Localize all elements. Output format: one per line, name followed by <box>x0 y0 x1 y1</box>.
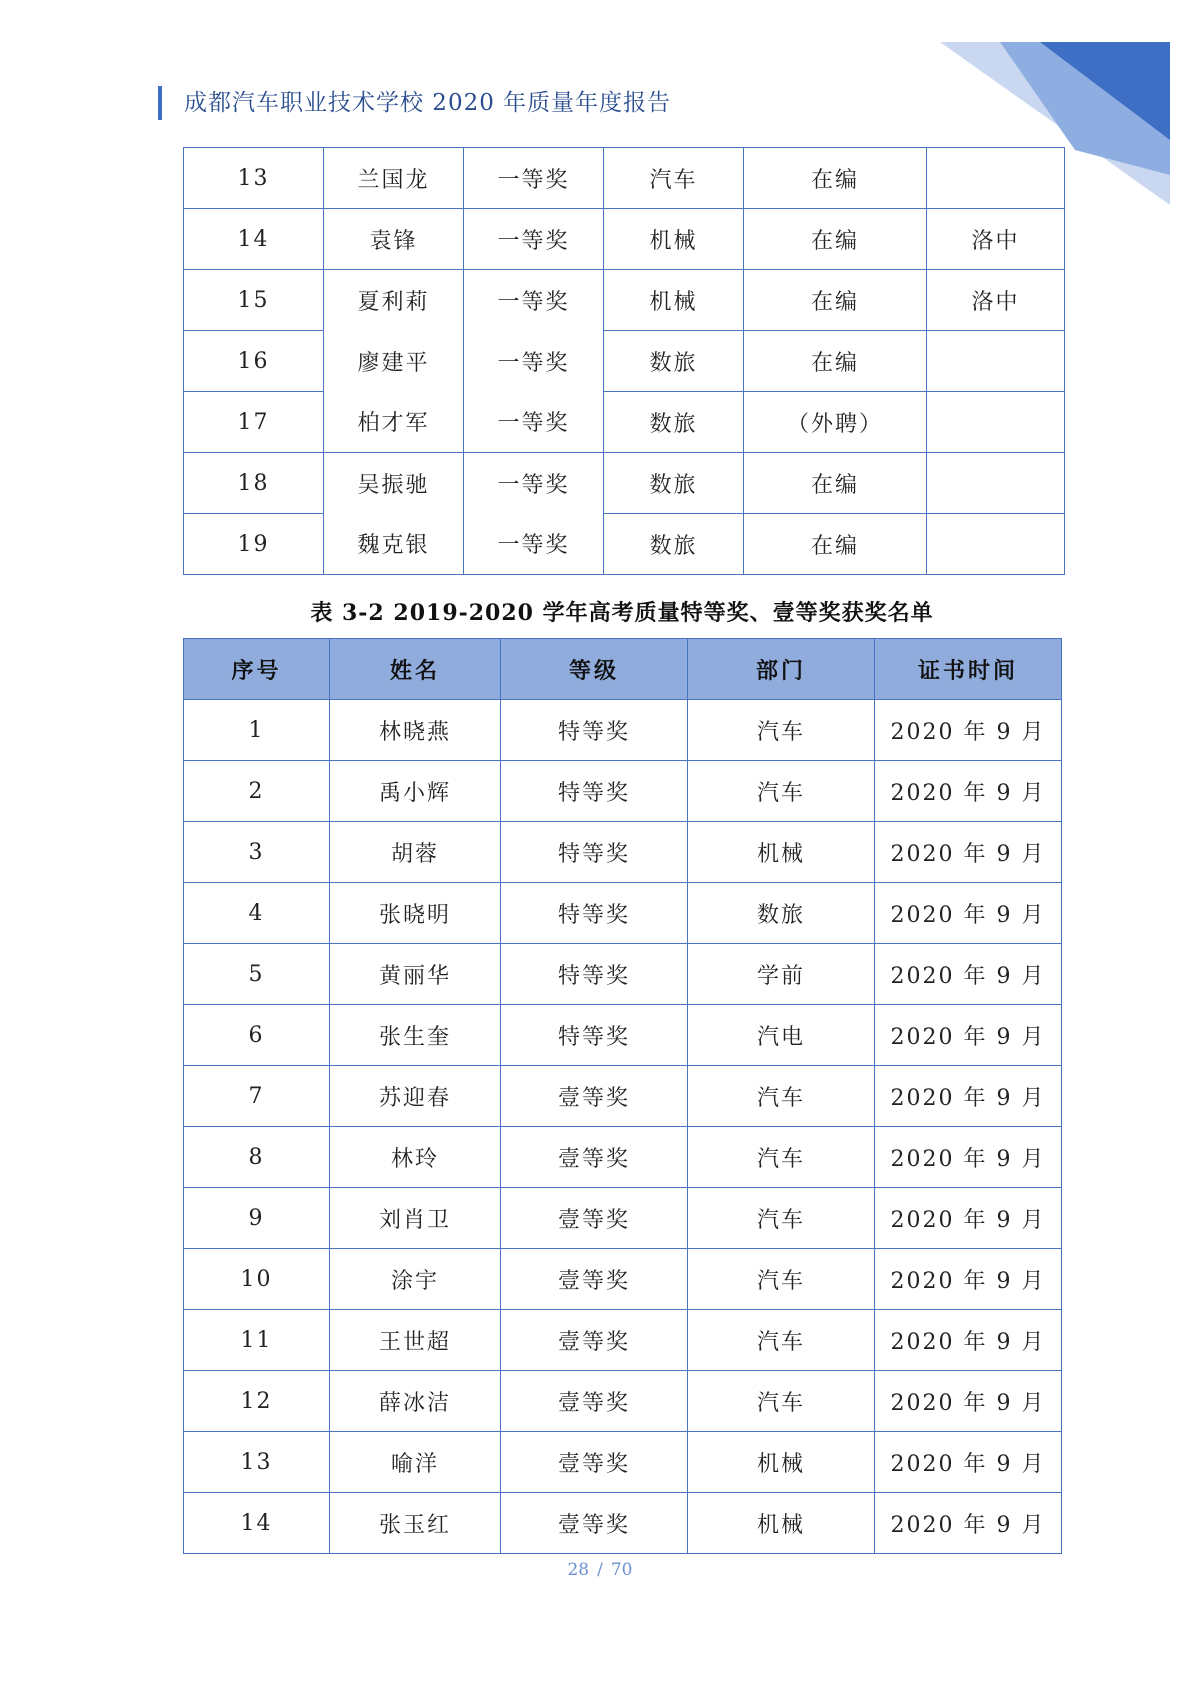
cell-date: 2020 年 9 月 <box>875 883 1062 944</box>
table-row <box>184 514 1065 575</box>
header-accent-bar <box>158 86 162 120</box>
cell-grade: 特等奖 <box>501 883 688 944</box>
cell-note <box>927 453 1065 514</box>
cell-no: 10 <box>184 1249 330 1310</box>
cell-dept: 汽车 <box>688 1066 875 1127</box>
cell-no: 9 <box>184 1188 330 1249</box>
cell-name: 林玲 <box>330 1127 501 1188</box>
table-row <box>184 209 1065 270</box>
cell-grade: 一等奖 <box>464 148 604 209</box>
table-row <box>184 1188 1062 1249</box>
table-header-row <box>184 639 1062 700</box>
cell-note <box>927 331 1065 392</box>
cell-dept: 机械 <box>604 209 744 270</box>
cell-dept: 数旅 <box>604 453 744 514</box>
cell-no: 8 <box>184 1127 330 1188</box>
cell-dept: 机械 <box>688 1493 875 1554</box>
cell-no: 1 <box>184 700 330 761</box>
page-separator: / <box>597 1560 603 1580</box>
cell-grade: 特等奖 <box>501 700 688 761</box>
cell-name: 喻洋 <box>330 1432 501 1493</box>
cell-no: 13 <box>184 1432 330 1493</box>
cell-status: 在编 <box>744 514 927 575</box>
header-name: 姓名 <box>330 639 501 700</box>
cell-no: 17 <box>184 392 324 453</box>
cell-date: 2020 年 9 月 <box>875 1310 1062 1371</box>
cell-date: 2020 年 9 月 <box>875 944 1062 1005</box>
cell-name: 薛冰洁 <box>330 1371 501 1432</box>
current-page: 28 <box>567 1560 590 1580</box>
cell-no: 4 <box>184 883 330 944</box>
cell-grade: 壹等奖 <box>501 1188 688 1249</box>
cell-dept: 数旅 <box>604 392 744 453</box>
cell-name: 张玉红 <box>330 1493 501 1554</box>
cell-grade: 特等奖 <box>501 944 688 1005</box>
cell-status: （外聘） <box>744 392 927 453</box>
table-row <box>184 944 1062 1005</box>
cell-name: 涂宇 <box>330 1249 501 1310</box>
table-row <box>184 1432 1062 1493</box>
cell-grade: 一等奖 <box>464 209 604 270</box>
cell-no: 14 <box>184 1493 330 1554</box>
cell-status: 在编 <box>744 453 927 514</box>
cell-no: 11 <box>184 1310 330 1371</box>
cell-grade: 一等奖 <box>464 270 604 331</box>
cell-grade: 一等奖 <box>464 392 604 453</box>
cell-name: 魏克银 <box>324 514 464 575</box>
cell-status: 在编 <box>744 270 927 331</box>
table-caption: 表 3-2 2019-2020 学年高考质量特等奖、壹等奖获奖名单 <box>310 600 934 626</box>
cell-dept: 学前 <box>688 944 875 1005</box>
cell-name: 王世超 <box>330 1310 501 1371</box>
cell-grade: 特等奖 <box>501 761 688 822</box>
cell-no: 3 <box>184 822 330 883</box>
cell-grade: 一等奖 <box>464 514 604 575</box>
cell-date: 2020 年 9 月 <box>875 700 1062 761</box>
cell-grade: 壹等奖 <box>501 1432 688 1493</box>
cell-grade: 壹等奖 <box>501 1249 688 1310</box>
cell-no: 6 <box>184 1005 330 1066</box>
cell-dept: 汽车 <box>688 1127 875 1188</box>
cell-dept: 汽车 <box>688 761 875 822</box>
cell-grade: 特等奖 <box>501 1005 688 1066</box>
cell-dept: 数旅 <box>604 331 744 392</box>
cell-status: 在编 <box>744 148 927 209</box>
cell-date: 2020 年 9 月 <box>875 1127 1062 1188</box>
cell-name: 张晓明 <box>330 883 501 944</box>
table-row <box>184 148 1065 209</box>
cell-dept: 汽车 <box>688 1188 875 1249</box>
table-row <box>184 1310 1062 1371</box>
cell-no: 19 <box>184 514 324 575</box>
award-table-continued <box>183 147 1065 575</box>
cell-note: 洛中 <box>927 209 1065 270</box>
cell-date: 2020 年 9 月 <box>875 1371 1062 1432</box>
header-dept: 部门 <box>688 639 875 700</box>
cell-no: 15 <box>184 270 324 331</box>
cell-no: 18 <box>184 453 324 514</box>
cell-name: 林晓燕 <box>330 700 501 761</box>
cell-note <box>927 392 1065 453</box>
cell-note <box>927 514 1065 575</box>
cell-name: 袁锋 <box>324 209 464 270</box>
cell-grade: 壹等奖 <box>501 1371 688 1432</box>
cell-grade: 壹等奖 <box>501 1066 688 1127</box>
cell-dept: 机械 <box>604 270 744 331</box>
cell-name: 夏利莉 <box>324 270 464 331</box>
table-row <box>184 453 1065 514</box>
table-row <box>184 1127 1062 1188</box>
table-row <box>184 392 1065 453</box>
table-row <box>184 700 1062 761</box>
cell-name: 苏迎春 <box>330 1066 501 1127</box>
cell-name: 兰国龙 <box>324 148 464 209</box>
cell-dept: 数旅 <box>688 883 875 944</box>
cell-note: 洛中 <box>927 270 1065 331</box>
cell-grade: 特等奖 <box>501 822 688 883</box>
page-header-title: 成都汽车职业技术学校 2020 年质量年度报告 <box>184 90 672 116</box>
cell-no: 5 <box>184 944 330 1005</box>
award-table <box>183 638 1062 1554</box>
cell-date: 2020 年 9 月 <box>875 822 1062 883</box>
cell-grade: 壹等奖 <box>501 1493 688 1554</box>
cell-dept: 机械 <box>688 822 875 883</box>
header-date: 证书时间 <box>875 639 1062 700</box>
table-row <box>184 1005 1062 1066</box>
cell-dept: 汽电 <box>688 1005 875 1066</box>
cell-date: 2020 年 9 月 <box>875 1188 1062 1249</box>
cell-note <box>927 148 1065 209</box>
cell-dept: 汽车 <box>688 1249 875 1310</box>
table-row <box>184 761 1062 822</box>
cell-no: 16 <box>184 331 324 392</box>
header-no: 序号 <box>184 639 330 700</box>
cell-date: 2020 年 9 月 <box>875 1066 1062 1127</box>
table-row <box>184 883 1062 944</box>
cell-date: 2020 年 9 月 <box>875 761 1062 822</box>
cell-name: 刘肖卫 <box>330 1188 501 1249</box>
cell-dept: 汽车 <box>688 1371 875 1432</box>
cell-grade: 壹等奖 <box>501 1127 688 1188</box>
cell-no: 14 <box>184 209 324 270</box>
cell-dept: 汽车 <box>688 700 875 761</box>
cell-name: 黄丽华 <box>330 944 501 1005</box>
cell-status: 在编 <box>744 209 927 270</box>
cell-date: 2020 年 9 月 <box>875 1249 1062 1310</box>
cell-name: 禹小辉 <box>330 761 501 822</box>
cell-date: 2020 年 9 月 <box>875 1005 1062 1066</box>
cell-no: 7 <box>184 1066 330 1127</box>
cell-name: 柏才军 <box>324 392 464 453</box>
cell-name: 胡蓉 <box>330 822 501 883</box>
cell-name: 廖建平 <box>324 331 464 392</box>
cell-no: 2 <box>184 761 330 822</box>
total-pages: 70 <box>610 1560 633 1580</box>
table-row <box>184 1249 1062 1310</box>
cell-no: 13 <box>184 148 324 209</box>
table-row <box>184 1066 1062 1127</box>
table-row <box>184 270 1065 331</box>
cell-date: 2020 年 9 月 <box>875 1493 1062 1554</box>
header-grade: 等级 <box>501 639 688 700</box>
cell-dept: 汽车 <box>604 148 744 209</box>
table-row <box>184 1493 1062 1554</box>
table-row <box>184 331 1065 392</box>
cell-dept: 数旅 <box>604 514 744 575</box>
cell-dept: 汽车 <box>688 1310 875 1371</box>
cell-name: 张生奎 <box>330 1005 501 1066</box>
cell-no: 12 <box>184 1371 330 1432</box>
table-row <box>184 1371 1062 1432</box>
cell-grade: 壹等奖 <box>501 1310 688 1371</box>
cell-dept: 机械 <box>688 1432 875 1493</box>
cell-date: 2020 年 9 月 <box>875 1432 1062 1493</box>
table-row <box>184 822 1062 883</box>
cell-grade: 一等奖 <box>464 453 604 514</box>
corner-shape-dark <box>1040 42 1170 140</box>
page-number <box>500 1558 700 1582</box>
cell-grade: 一等奖 <box>464 331 604 392</box>
cell-name: 吴振驰 <box>324 453 464 514</box>
cell-status: 在编 <box>744 331 927 392</box>
